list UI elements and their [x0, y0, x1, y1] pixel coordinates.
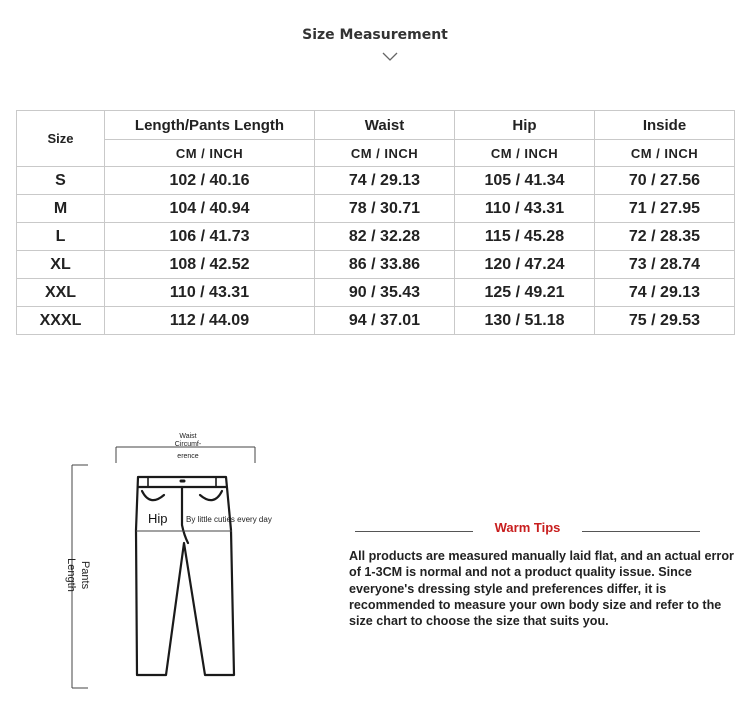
- length-cell: 104 / 40.94: [105, 195, 315, 223]
- hip-column-header: Hip: [455, 111, 595, 140]
- chevron-down-icon: [382, 52, 398, 62]
- length-cell: 108 / 42.52: [105, 251, 315, 279]
- waist-cell: 94 / 37.01: [315, 307, 455, 335]
- watermark-text: By little cuties every day: [186, 515, 272, 524]
- waist-cell: 90 / 35.43: [315, 279, 455, 307]
- inside-column-header: Inside: [595, 111, 735, 140]
- inside-cell: 75 / 29.53: [595, 307, 735, 335]
- pants-outline: [136, 477, 234, 675]
- pants-diagram: [50, 425, 310, 695]
- inside-cell: 73 / 28.74: [595, 251, 735, 279]
- hip-cell: 130 / 51.18: [455, 307, 595, 335]
- table-row: [17, 279, 735, 307]
- table-row: [17, 251, 735, 279]
- warm-tips-text: All products are measured manually laid flat, and an actual error of 1-3CM is normal and not a product quality issue. Since everyone's dressing style and preferences differ, it is recommended to measure your own body size and refer to the size chart to choose the size that suits you.: [349, 549, 734, 629]
- unit-row: [17, 140, 735, 167]
- inside-cell: 72 / 28.35: [595, 223, 735, 251]
- inside-cell: 70 / 27.56: [595, 167, 735, 195]
- waist-cell: 86 / 33.86: [315, 251, 455, 279]
- table-row: [17, 307, 735, 335]
- size-cell: XXXL: [17, 307, 105, 335]
- table-row: [17, 223, 735, 251]
- size-column-header: Size: [17, 111, 105, 167]
- length-label: Length: [65, 558, 77, 592]
- divider: [582, 531, 700, 532]
- unit-cell: CM / INCH: [455, 140, 595, 167]
- waist-cell: 82 / 32.28: [315, 223, 455, 251]
- length-cell: 112 / 44.09: [105, 307, 315, 335]
- hip-cell: 115 / 45.28: [455, 223, 595, 251]
- size-cell: S: [17, 167, 105, 195]
- unit-cell: CM / INCH: [105, 140, 315, 167]
- inside-cell: 71 / 27.95: [595, 195, 735, 223]
- table-row: [17, 167, 735, 195]
- size-cell: XXL: [17, 279, 105, 307]
- unit-cell: CM / INCH: [595, 140, 735, 167]
- size-cell: L: [17, 223, 105, 251]
- table-row: [17, 195, 735, 223]
- length-cell: 110 / 43.31: [105, 279, 315, 307]
- waist-cell: 78 / 30.71: [315, 195, 455, 223]
- unit-cell: CM / INCH: [315, 140, 455, 167]
- hip-cell: 110 / 43.31: [455, 195, 595, 223]
- size-table: [16, 110, 735, 335]
- hip-cell: 125 / 49.21: [455, 279, 595, 307]
- size-cell: XL: [17, 251, 105, 279]
- warm-tips-title: Warm Tips: [494, 520, 561, 535]
- waist-label: erence: [177, 453, 199, 460]
- inside-cell: 74 / 29.13: [595, 279, 735, 307]
- waist-label: Circumf-: [174, 441, 202, 448]
- size-cell: M: [17, 195, 105, 223]
- hip-cell: 120 / 47.24: [455, 251, 595, 279]
- waist-cell: 74 / 29.13: [315, 167, 455, 195]
- page-title: Size Measurement: [302, 27, 448, 43]
- table-header-row: [17, 111, 735, 140]
- pants-label: Pants: [79, 560, 91, 590]
- waist-label: Waist: [179, 433, 197, 440]
- hip-label: Hip: [148, 511, 168, 526]
- hip-cell: 105 / 41.34: [455, 167, 595, 195]
- length-column-header: Length/Pants Length: [105, 111, 315, 140]
- waist-column-header: Waist: [315, 111, 455, 140]
- length-cell: 106 / 41.73: [105, 223, 315, 251]
- length-cell: 102 / 40.16: [105, 167, 315, 195]
